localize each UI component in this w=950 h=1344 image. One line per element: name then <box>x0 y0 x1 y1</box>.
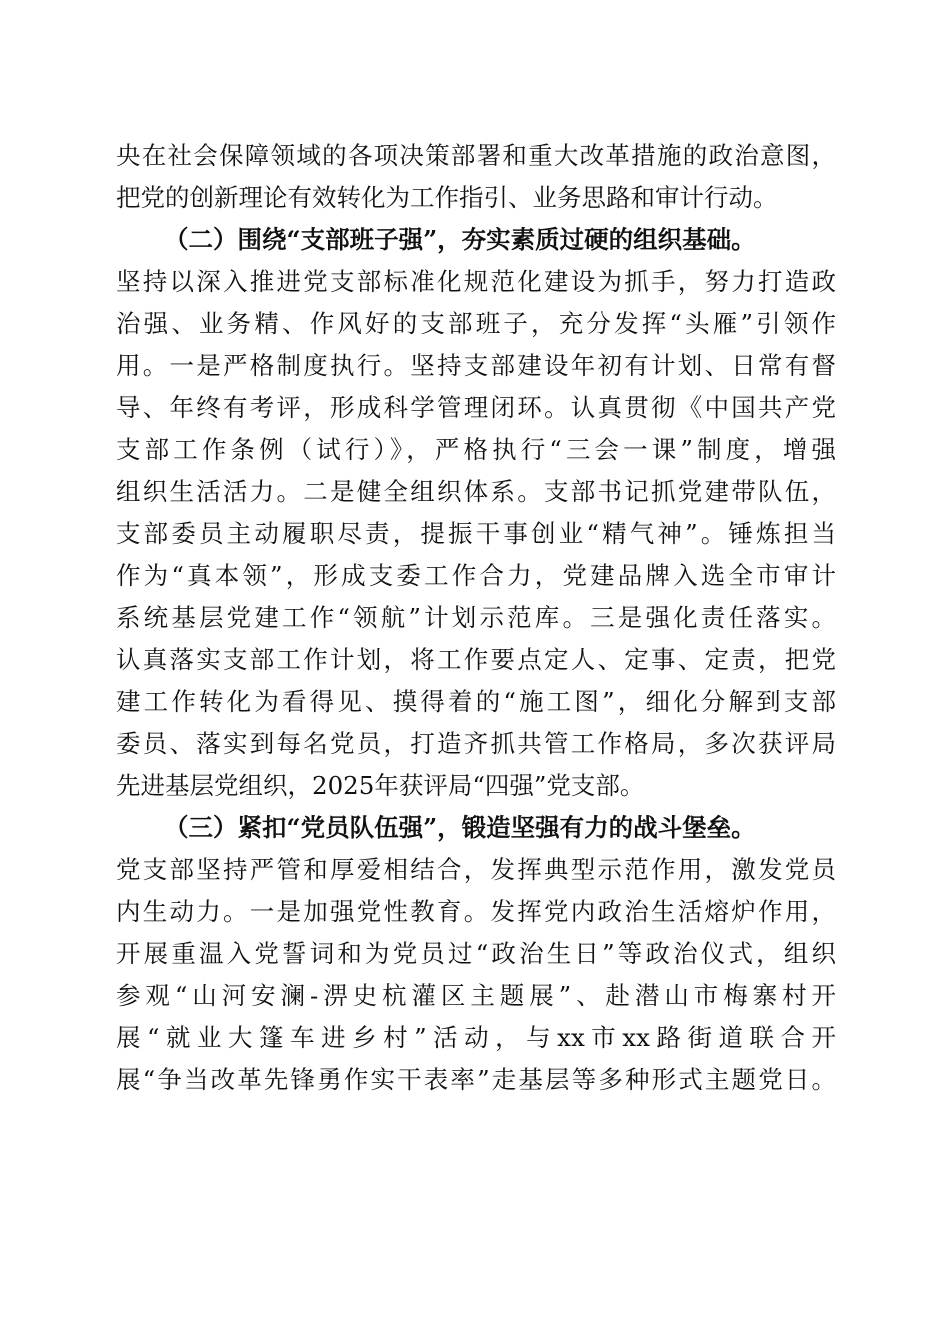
text-line: 坚持以深入推进党支部标准化规范化建设为抓手，努力打造政 <box>116 267 836 296</box>
text-line: 参观“山河安澜-淠史杭灌区主题展”、赴潜山市梅寨村开 <box>116 981 836 1010</box>
text-line: 组织生活活力。二是健全组织体系。支部书记抓党建带队伍， <box>116 477 836 506</box>
text-line: 系统基层党建工作“领航”计划示范库。三是强化责任落实。 <box>116 603 836 632</box>
text-line: 导、年终有考评，形成科学管理闭环。认真贯彻《中国共产党 <box>116 393 836 422</box>
text-line: 展“就业大篷车进乡村”活动，与xx市xx路街道联合开 <box>116 1023 836 1052</box>
text-line: 先进基层党组织，2025年获评局“四强”党支部。 <box>116 771 645 800</box>
text-line: 央在社会保障领域的各项决策部署和重大改革措施的政治意图， <box>116 141 836 170</box>
text-line: 委员、落实到每名党员，打造齐抓共管工作格局，多次获评局 <box>116 729 836 758</box>
text-line: 支部工作条例（试行）》，严格执行“三会一课”制度，增强 <box>116 435 836 464</box>
text-line: 支部委员主动履职尽责，提振干事创业“精气神”。锤炼担当 <box>116 519 836 548</box>
section-heading-2: （二）围绕“支部班子强”，夯实素质过硬的组织基础。 <box>164 225 756 254</box>
text-line: 作为“真本领”，形成支委工作合力，党建品牌入选全市审计 <box>116 561 836 590</box>
text-line: 把党的创新理论有效转化为工作指引、业务思路和审计行动。 <box>116 183 778 212</box>
section-heading-3: （三）紧扣“党员队伍强”，锻造坚强有力的战斗堡垒。 <box>164 813 756 842</box>
text-line: 党支部坚持严管和厚爱相结合，发挥典型示范作用，激发党员 <box>116 855 836 884</box>
text-line: 内生动力。一是加强党性教育。发挥党内政治生活熔炉作用， <box>116 897 836 926</box>
text-line: 认真落实支部工作计划，将工作要点定人、定事、定责，把党 <box>116 645 836 674</box>
text-line: 展“争当改革先锋勇作实干表率”走基层等多种形式主题党日。 <box>116 1065 836 1094</box>
text-line: 用。一是严格制度执行。坚持支部建设年初有计划、日常有督 <box>116 351 836 380</box>
text-line: 开展重温入党誓词和为党员过“政治生日”等政治仪式，组织 <box>116 939 836 968</box>
text-line: 建工作转化为看得见、摸得着的“施工图”，细化分解到支部 <box>116 687 836 716</box>
text-line: 治强、业务精、作风好的支部班子，充分发挥“头雁”引领作 <box>116 309 836 338</box>
